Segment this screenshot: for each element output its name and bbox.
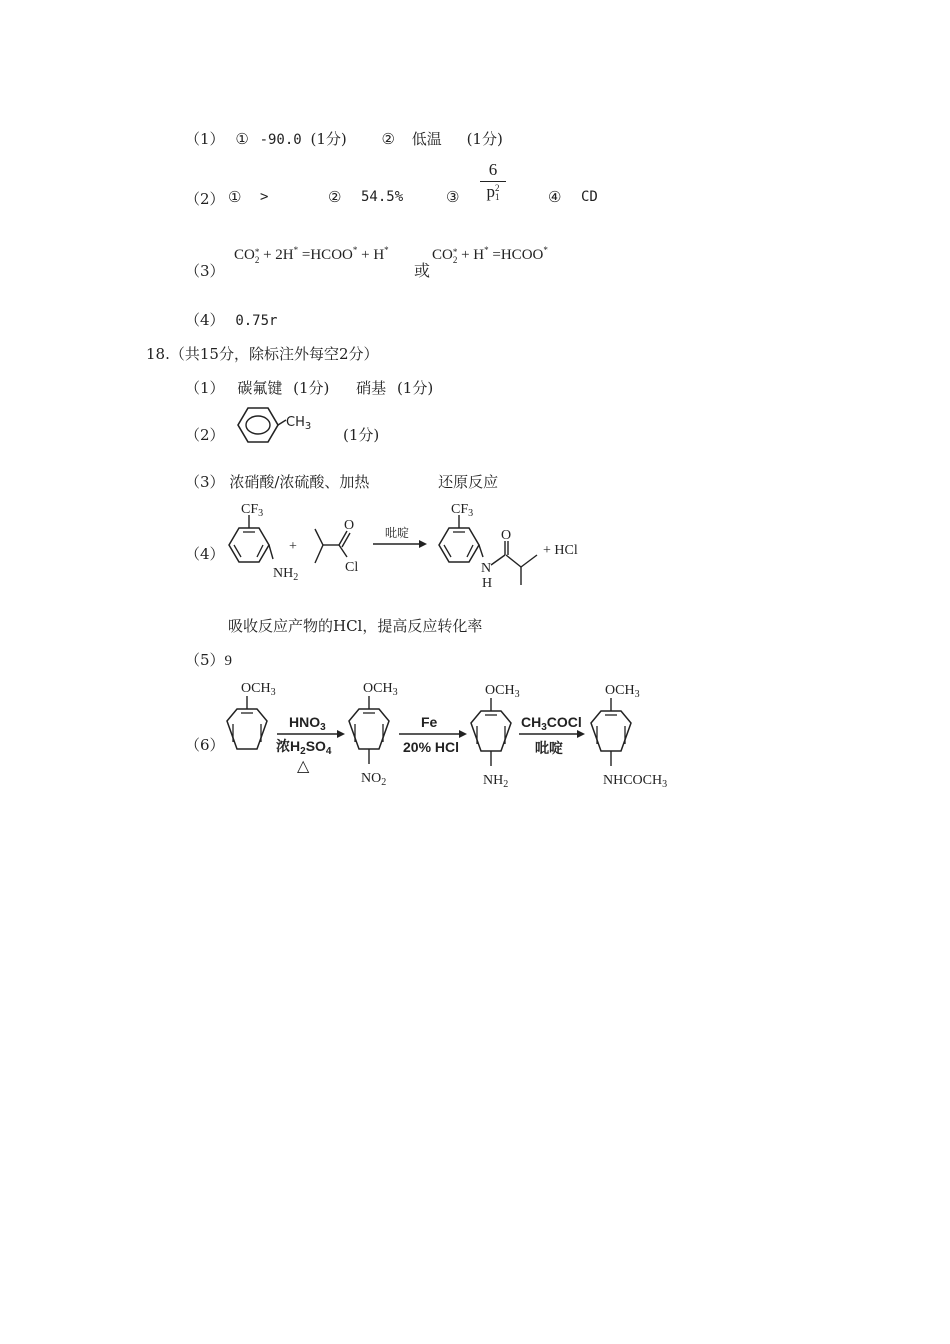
equation-1 [234, 245, 389, 264]
benzene-ring [238, 408, 278, 442]
arrow-head [337, 730, 345, 738]
pressure-symbol: p [486, 181, 495, 201]
q17-p3-label: （3） [185, 262, 225, 280]
q17-p4 [185, 309, 277, 330]
star: * [352, 245, 358, 255]
q18-p4-note: 吸收反应产物的HCl，提高反应转化率 [228, 617, 483, 635]
step3-reagent: $CH_3COCl$ [521, 714, 582, 733]
nitro-label: $NO_2$ [361, 771, 387, 788]
comparison-value: > [260, 189, 269, 205]
q18-p6-label: （6） [185, 736, 225, 754]
eq-text: =HCOO [492, 247, 544, 263]
q18-header: 18.（共15分，除标注外每空2分） [146, 345, 379, 363]
fraction-denominator [480, 181, 506, 202]
aromatic-circle [246, 416, 270, 434]
eq-text: CO [234, 247, 255, 263]
amide-formation-scheme [215, 497, 595, 597]
score: (1分) [310, 130, 347, 148]
nh2-label: $NH_2$ [273, 566, 299, 583]
circled-3: ③ [446, 188, 460, 206]
q17-p2-label: （2） [185, 190, 225, 208]
circled-4: ④ [548, 188, 562, 206]
amide-n-label: N [481, 561, 492, 576]
step2-reagent: Fe [421, 714, 438, 730]
heat-symbol: △ [297, 758, 310, 775]
step1-reagent: $HNO_3$ [289, 714, 326, 733]
arrow-head [419, 540, 427, 548]
q18-p3-label: （3） [185, 473, 225, 491]
plus-sign: + [289, 539, 297, 554]
q18-p2-label: （2） [185, 426, 225, 444]
methoxy-label: $OCH_3$ [605, 683, 640, 700]
equation-2 [432, 245, 548, 264]
oxygen-label: O [501, 528, 512, 543]
score: (1分) [466, 130, 503, 148]
step1-catalyst: 浓$H_2SO_4$ [276, 738, 332, 757]
circled-2: ② [381, 130, 395, 148]
condition-value: 低温 [411, 130, 442, 148]
q17-p4-label: （4） [185, 311, 225, 329]
q18-p3 [185, 471, 498, 492]
q17-p1 [185, 128, 503, 149]
star: * [384, 245, 389, 255]
methyl-label: $CH_3$ [286, 415, 312, 432]
arrow-head [459, 730, 467, 738]
toluene-structure [224, 398, 324, 448]
eq-text: + 2H [263, 247, 294, 263]
byproduct-hcl: + HCl [543, 543, 578, 558]
circled-1: ① [228, 188, 242, 206]
eq-text: =HCOO [301, 247, 353, 263]
functional-group-a: 碳氟键 [237, 379, 283, 397]
oxygen-label: O [344, 518, 355, 533]
bond [278, 420, 286, 425]
isopropyl-skeleton [315, 529, 323, 563]
cf3-label: $CF_3$ [451, 502, 474, 519]
amino-label: $NH_2$ [483, 773, 509, 790]
star: * [543, 245, 548, 255]
fraction [480, 160, 506, 202]
or-connector: 或 [414, 261, 431, 280]
q17-p1-label: （1） [185, 130, 225, 148]
fraction-numerator: 6 [488, 160, 498, 179]
reaction-conditions: 浓硝酸/浓硫酸、加热 [229, 473, 370, 491]
step2-acid: 20% HCl [403, 739, 460, 755]
eq-text: + H [461, 247, 485, 263]
q18-p1-label: （1） [185, 379, 225, 397]
eq-text: CO [432, 247, 453, 263]
methoxy-label: $OCH_3$ [241, 681, 276, 698]
methoxy-label: $OCH_3$ [485, 683, 520, 700]
isomer-count: 9 [224, 653, 233, 669]
acetamido-label: $NHCOCH_3$ [603, 773, 668, 790]
arrow-head [577, 730, 585, 738]
methoxy-label: $OCH_3$ [363, 681, 398, 698]
q18-p5-label: （5） [185, 651, 225, 669]
enthalpy-value: -90.0 [259, 132, 302, 148]
arrow-reagent: 吡啶 [385, 526, 410, 540]
q18-p1 [185, 377, 433, 398]
circled-2: ② [328, 188, 342, 206]
amide-h-label: H [482, 576, 493, 591]
percentage-value: 54.5% [361, 189, 404, 205]
synthesis-route-scheme [215, 676, 685, 806]
chlorine-label: Cl [345, 560, 359, 575]
star: * [293, 245, 299, 255]
score: (1分) [396, 379, 434, 397]
subscript: 2 [254, 254, 260, 265]
star: * [254, 246, 260, 257]
reaction-type: 还原反应 [438, 473, 499, 491]
step3-base: 吡啶 [535, 740, 563, 756]
score: (1分) [343, 426, 380, 444]
subscript: 1 [495, 192, 500, 202]
choice-value: CD [581, 189, 598, 205]
exponent: 2 [495, 183, 500, 193]
star: * [452, 246, 458, 257]
functional-group-b: 硝基 [356, 379, 387, 397]
radius-value: 0.75r [235, 313, 278, 329]
q18-p5 [185, 649, 232, 670]
cf3-label: $CF_3$ [241, 502, 264, 519]
star: * [484, 245, 489, 255]
eq-text: + H [361, 247, 385, 263]
subscript: 2 [452, 254, 458, 265]
score: (1分) [293, 379, 330, 397]
circled-1: ① [235, 130, 249, 148]
q18-p4-label: （4） [185, 545, 225, 563]
